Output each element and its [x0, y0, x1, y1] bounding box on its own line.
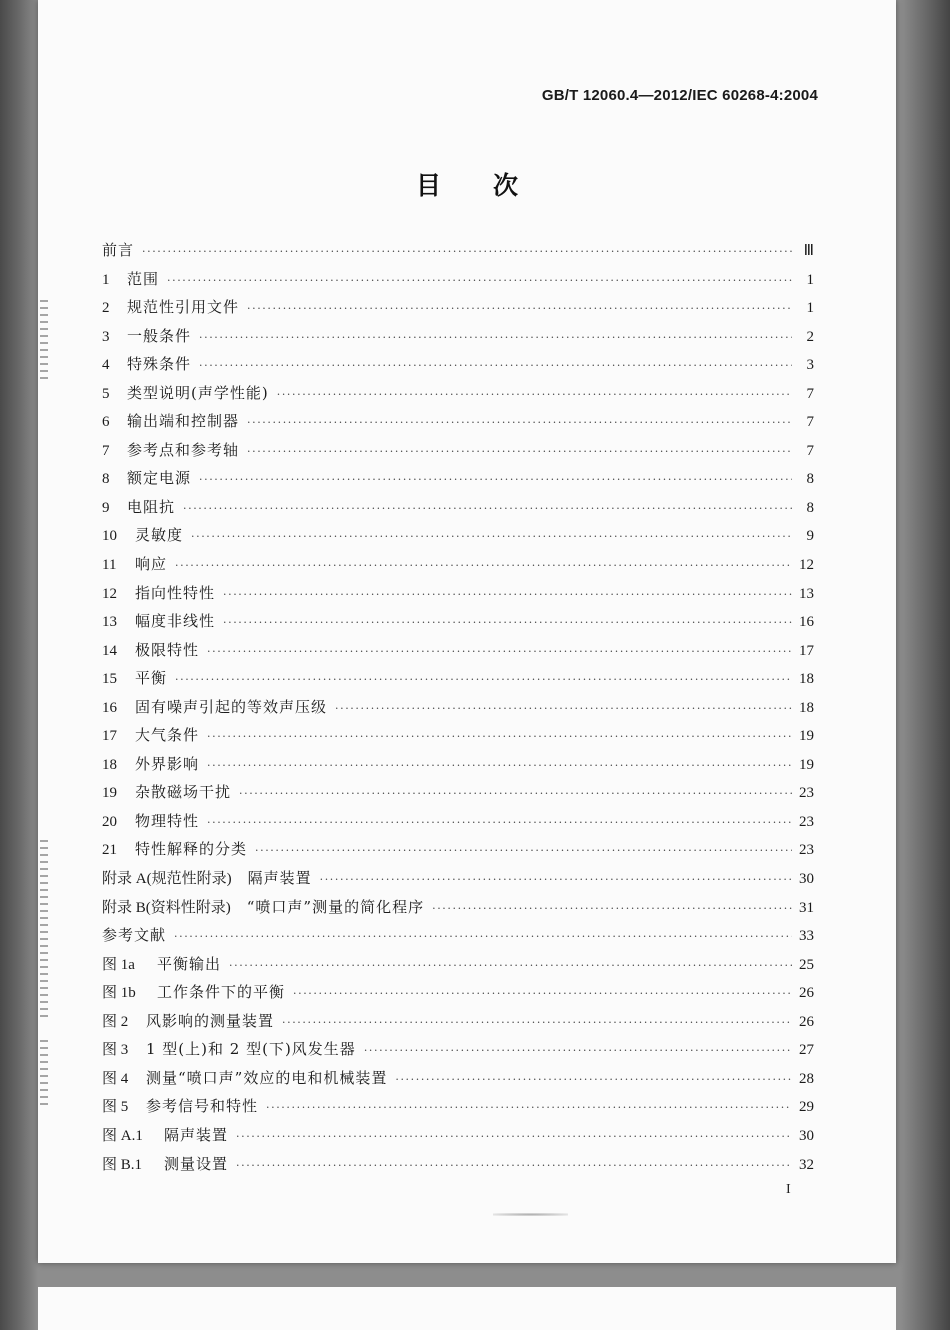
toc-leader-dots: [266, 1101, 792, 1114]
toc-entry-number: 16: [102, 699, 117, 716]
toc-entry-number: 6: [102, 414, 110, 431]
toc-leader-dots: [247, 302, 792, 315]
toc-entry-label: 范围: [127, 269, 160, 288]
toc-leader-dots: [223, 588, 792, 601]
table-of-contents: [102, 239, 814, 1181]
toc-entry: [102, 582, 814, 611]
toc-leader-dots: [229, 959, 792, 972]
toc-entry-number: 图 1b: [102, 985, 136, 1002]
standard-code-header: GB/T 12060.4—2012/IEC 60268-4:2004: [541, 87, 818, 104]
toc-entry-page: 8: [806, 499, 814, 516]
toc-entry-page: 33: [799, 928, 814, 945]
toc-entry-label: 参考文献: [102, 926, 167, 945]
document-page: [38, 0, 896, 1263]
toc-entry-number: 12: [102, 585, 117, 602]
scan-speck: [40, 1040, 48, 1110]
scan-smudge: [493, 1213, 568, 1216]
toc-entry-number: 图 3: [102, 1042, 129, 1059]
toc-entry-page: 26: [799, 985, 814, 1002]
toc-entry: [102, 353, 814, 382]
toc-entry: [102, 696, 814, 725]
toc-entry-label: 测量“喷口声”效应的电和机械装置: [146, 1068, 388, 1087]
toc-entry-number: 图 1a: [102, 956, 135, 973]
toc-entry-number: 7: [102, 442, 110, 459]
toc-entry-number: 3: [102, 328, 110, 345]
toc-entry-label: 特殊条件: [127, 355, 192, 374]
toc-entry-page: 18: [799, 699, 814, 716]
toc-entry-label: 前言: [102, 241, 135, 259]
toc-entry: [102, 781, 814, 810]
toc-entry: [102, 753, 814, 782]
toc-entry-label: 规范性引用文件: [127, 298, 240, 317]
toc-entry-label: 灵敏度: [135, 526, 184, 545]
toc-entry: [102, 1095, 814, 1124]
toc-leader-dots: [432, 902, 792, 915]
toc-entry-page: 3: [806, 357, 814, 374]
toc-entry: [102, 924, 814, 953]
toc-entry: [102, 1010, 814, 1039]
toc-entry: [102, 610, 814, 639]
toc-entry-page: 9: [806, 528, 814, 545]
toc-entry-page: 23: [799, 813, 814, 830]
toc-entry: [102, 1124, 814, 1153]
toc-entry-number: 图 4: [102, 1070, 129, 1087]
toc-entry-number: 图 B.1: [102, 1156, 143, 1173]
toc-entry: [102, 667, 814, 696]
toc-entry-number: 附录 A(规范性附录): [102, 871, 232, 888]
toc-entry-number: 5: [102, 385, 110, 402]
toc-entry-page: 1: [806, 271, 814, 288]
toc-entry-page: 32: [799, 1156, 814, 1173]
toc-leader-dots: [239, 787, 792, 800]
toc-entry-number: 17: [102, 728, 117, 745]
toc-leader-dots: [255, 844, 792, 857]
toc-entry-page: Ⅲ: [803, 243, 814, 259]
toc-entry-page: 17: [799, 642, 814, 659]
toc-leader-dots: [207, 730, 792, 743]
toc-leader-dots: [199, 331, 792, 344]
toc-entry-page: 26: [799, 1013, 814, 1030]
toc-entry-page: 2: [806, 328, 814, 345]
toc-leader-dots: [175, 673, 792, 686]
toc-entry: [102, 724, 814, 753]
toc-leader-dots: [174, 930, 792, 943]
scan-speck: [40, 840, 48, 1020]
toc-entry-label: 输出端和控制器: [127, 412, 240, 431]
toc-entry-label: 电阻抗: [127, 497, 176, 516]
toc-entry-number: 15: [102, 671, 117, 688]
toc-entry-label: 固有噪声引起的等效声压级: [135, 697, 328, 716]
toc-entry-number: 4: [102, 357, 110, 374]
toc-entry-page: 7: [806, 385, 814, 402]
toc-entry-page: 29: [799, 1099, 814, 1116]
toc-entry: [102, 553, 814, 582]
toc-leader-dots: [142, 245, 792, 258]
toc-entry-page: 30: [799, 871, 814, 888]
toc-entry-number: 8: [102, 471, 110, 488]
toc-entry-label: “喷口声”测量的简化程序: [246, 897, 425, 916]
toc-entry-number: 2: [102, 300, 110, 317]
toc-entry-page: 19: [799, 728, 814, 745]
toc-leader-dots: [175, 559, 792, 572]
toc-entry-page: 31: [799, 899, 814, 916]
toc-entry-page: 25: [799, 956, 814, 973]
toc-entry-label: 类型说明(声学性能): [127, 383, 269, 402]
toc-entry-number: 附录 B(资料性附录): [102, 899, 231, 916]
toc-leader-dots: [236, 1159, 792, 1172]
toc-entry-number: 图 5: [102, 1099, 129, 1116]
toc-entry: [102, 810, 814, 839]
next-page-edge: [38, 1287, 896, 1330]
toc-entry-label: 参考点和参考轴: [127, 440, 240, 459]
scan-speck: [40, 300, 48, 380]
toc-entry-page: 1: [806, 300, 814, 317]
toc-entry-label: 隔声装置: [247, 869, 312, 888]
toc-leader-dots: [247, 416, 792, 429]
toc-entry-number: 9: [102, 499, 110, 516]
toc-entry: [102, 467, 814, 496]
toc-entry-label: 外界影响: [135, 754, 200, 773]
toc-entry-page: 30: [799, 1127, 814, 1144]
toc-entry: [102, 382, 814, 411]
toc-entry-page: 18: [799, 671, 814, 688]
toc-entry: [102, 524, 814, 553]
page-folio: I: [786, 1182, 791, 1197]
toc-entry-label: 特性解释的分类: [135, 840, 248, 859]
toc-entry: [102, 410, 814, 439]
toc-entry-label: 1 型(上)和 2 型(下)风发生器: [146, 1040, 356, 1059]
toc-leader-dots: [247, 445, 792, 458]
toc-entry-page: 13: [799, 585, 814, 602]
toc-entry-label: 风影响的测量装置: [146, 1011, 275, 1030]
toc-entry-page: 12: [799, 557, 814, 574]
toc-entry-label: 幅度非线性: [135, 612, 216, 631]
toc-entry-page: 7: [806, 442, 814, 459]
toc-leader-dots: [207, 759, 792, 772]
toc-entry-page: 23: [799, 785, 814, 802]
page-title: 目次: [415, 171, 570, 200]
toc-entry-page: 7: [806, 414, 814, 431]
toc-entry: [102, 268, 814, 297]
toc-entry-number: 20: [102, 813, 117, 830]
toc-entry: [102, 953, 814, 982]
toc-entry-page: 8: [806, 471, 814, 488]
toc-entry-number: 图 2: [102, 1013, 129, 1030]
toc-leader-dots: [293, 987, 792, 1000]
toc-leader-dots: [207, 816, 792, 829]
toc-leader-dots: [236, 1130, 792, 1143]
toc-entry: [102, 439, 814, 468]
toc-entry-number: 18: [102, 756, 117, 773]
toc-leader-dots: [191, 530, 792, 543]
toc-entry: [102, 239, 814, 268]
toc-leader-dots: [183, 502, 792, 515]
toc-entry-page: 19: [799, 756, 814, 773]
toc-entry-page: 27: [799, 1042, 814, 1059]
toc-leader-dots: [223, 616, 792, 629]
toc-entry: [102, 896, 814, 925]
toc-entry-number: 1: [102, 271, 110, 288]
toc-entry-label: 参考信号和特性: [146, 1097, 259, 1116]
toc-entry-label: 额定电源: [127, 469, 192, 488]
toc-entry: [102, 838, 814, 867]
toc-entry-number: 21: [102, 842, 117, 859]
toc-entry-number: 14: [102, 642, 117, 659]
toc-entry: [102, 981, 814, 1010]
toc-entry-label: 物理特性: [135, 811, 200, 830]
toc-entry-label: 平衡: [135, 669, 168, 688]
toc-entry-number: 19: [102, 785, 117, 802]
toc-entry-label: 测量设置: [164, 1154, 229, 1173]
toc-entry: [102, 296, 814, 325]
toc-entry-label: 工作条件下的平衡: [157, 983, 286, 1002]
toc-entry-number: 10: [102, 528, 117, 545]
toc-entry-label: 指向性特性: [135, 583, 216, 602]
toc-leader-dots: [199, 473, 792, 486]
toc-leader-dots: [395, 1073, 792, 1086]
toc-entry-number: 图 A.1: [102, 1127, 143, 1144]
toc-entry: [102, 1038, 814, 1067]
toc-entry: [102, 1153, 814, 1182]
toc-entry: [102, 1067, 814, 1096]
toc-entry-number: 11: [102, 557, 117, 574]
toc-entry-label: 大气条件: [135, 726, 200, 745]
toc-entry: [102, 639, 814, 668]
toc-leader-dots: [277, 388, 792, 401]
toc-entry-label: 极限特性: [135, 640, 200, 659]
toc-leader-dots: [364, 1044, 792, 1057]
toc-entry: [102, 867, 814, 896]
toc-leader-dots: [320, 873, 792, 886]
toc-leader-dots: [207, 645, 792, 658]
toc-leader-dots: [199, 359, 792, 372]
toc-entry-label: 隔声装置: [164, 1125, 229, 1144]
toc-leader-dots: [335, 702, 792, 715]
toc-entry-label: 响应: [135, 555, 168, 574]
toc-entry: [102, 325, 814, 354]
toc-entry-label: 杂散磁场干扰: [135, 783, 232, 802]
toc-entry-label: 一般条件: [127, 326, 192, 345]
toc-leader-dots: [282, 1016, 792, 1029]
toc-entry-number: 13: [102, 614, 117, 631]
toc-entry-page: 23: [799, 842, 814, 859]
toc-entry: [102, 496, 814, 525]
toc-entry-page: 16: [799, 614, 814, 631]
toc-leader-dots: [167, 274, 792, 287]
toc-entry-label: 平衡输出: [157, 954, 222, 973]
toc-entry-page: 28: [799, 1070, 814, 1087]
